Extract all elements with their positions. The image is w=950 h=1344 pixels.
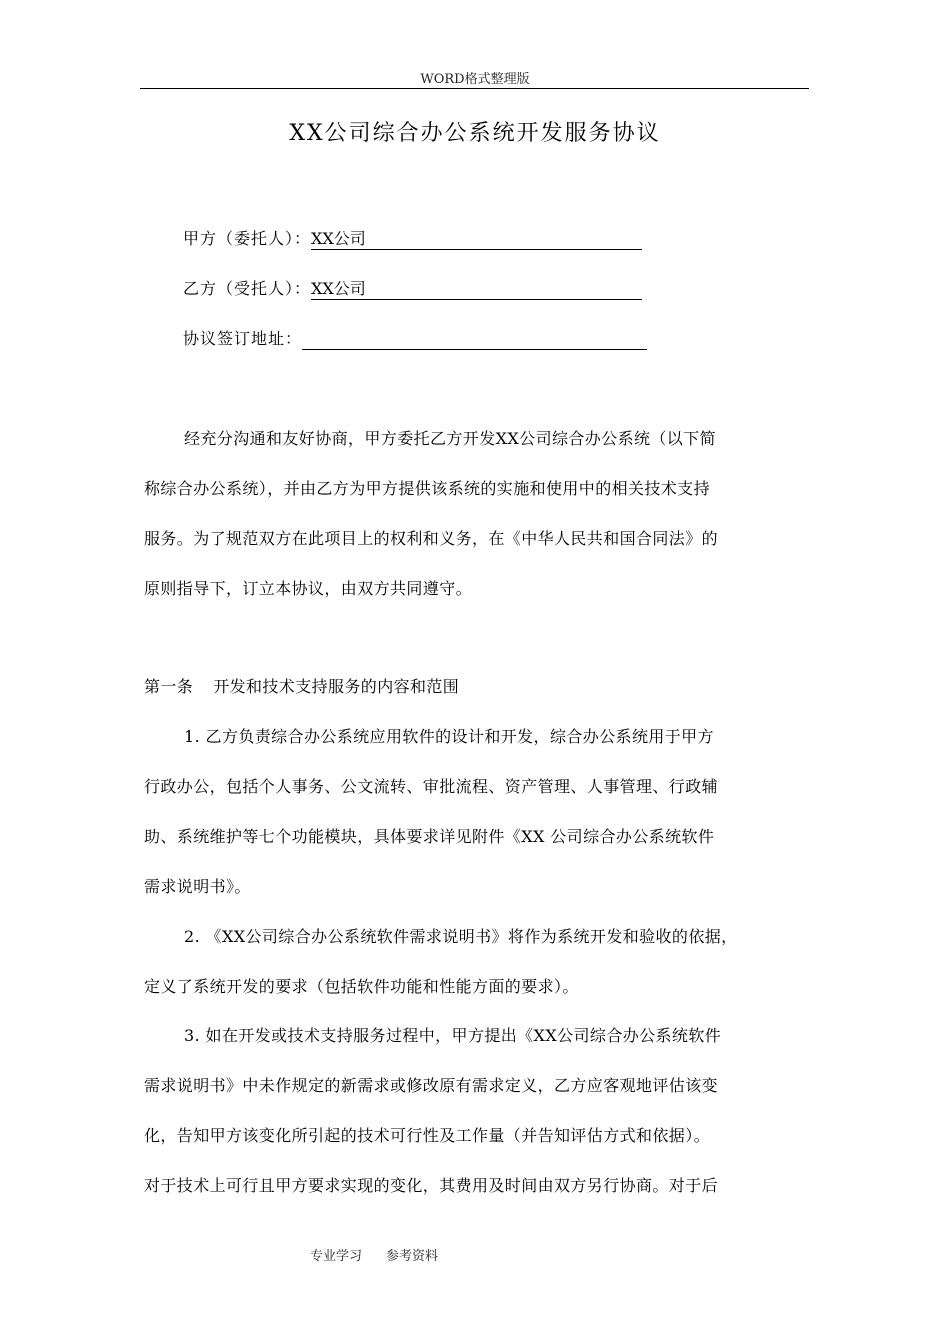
party-b-line [183, 278, 642, 300]
item-1-line: 行政办公，包括个人事务、公文流转、审批流程、资产管理、人事管理、行政辅 [144, 777, 719, 796]
signing-address-label: 协议签订地址： [183, 329, 303, 348]
footer-left-text: 专业学习 [310, 1249, 363, 1264]
preamble-line: 原则指导下，订立本协议，由双方共同遵守。 [144, 579, 473, 598]
signing-address-line [183, 328, 647, 350]
item-1-line: 1. 乙方负责综合办公系统应用软件的设计和开发，综合办公系统用于甲方 [184, 727, 714, 746]
article-1-heading [144, 676, 459, 698]
article-1-title: 开发和技术支持服务的内容和范围 [213, 677, 460, 696]
party-a-value: XX公司 [311, 229, 366, 248]
preamble-line: 经充分沟通和友好协商，甲方委托乙方开发XX公司综合办公系统（以下简 [184, 429, 716, 448]
item-3-line: 化，告知甲方该变化所引起的技术可行性及工作量（并告知评估方式和依据）。 [144, 1126, 711, 1145]
article-1-item-3 [144, 1025, 808, 1225]
party-b-field [311, 279, 642, 300]
item-2-line: 2. 《XX公司综合办公系统软件需求说明书》将作为系统开发和验收的依据， [184, 927, 738, 946]
party-a-line [183, 228, 642, 250]
item-3-line: 需求说明书》中未作规定的新需求或修改原有需求定义，乙方应客观地评估该变 [144, 1076, 719, 1095]
preamble-paragraph [144, 428, 808, 628]
signing-address-field [302, 329, 647, 350]
preamble-line: 称综合办公系统），并由乙方为甲方提供该系统的实施和使用中的相关技术支持 [144, 479, 711, 498]
party-b-value: XX公司 [311, 279, 366, 298]
item-3-line: 3. 如在开发或技术支持服务过程中，甲方提出《XX公司综合办公系统软件 [184, 1026, 722, 1045]
item-1-line: 需求说明书》。 [144, 877, 251, 896]
page-footer [310, 1248, 438, 1266]
preamble-line: 服务。为了规范双方在此项目上的权利和义务，在《中华人民共和国合同法》的 [144, 529, 719, 548]
article-1-number: 第一条 [144, 677, 194, 696]
header-divider [140, 88, 809, 89]
footer-right-text: 参考资料 [386, 1249, 439, 1264]
party-a-field [311, 229, 642, 250]
page-header-text: WORD格式整理版 [420, 72, 530, 87]
item-3-line: 对于技术上可行且甲方要求实现的变化，其费用及时间由双方另行协商。对于后 [144, 1176, 719, 1195]
item-1-line: 助、系统维护等七个功能模块，具体要求详见附件《XX 公司综合办公系统软件 [144, 827, 715, 846]
item-2-line: 定义了系统开发的要求（包括软件功能和性能方面的要求）。 [144, 977, 579, 996]
article-1-item-2 [144, 926, 808, 1026]
party-b-label: 乙方（受托人）： [183, 279, 312, 298]
party-a-label: 甲方（委托人）： [183, 229, 312, 248]
document-title: XX公司综合办公系统开发服务协议 [289, 121, 661, 146]
article-1-item-1 [144, 726, 808, 926]
